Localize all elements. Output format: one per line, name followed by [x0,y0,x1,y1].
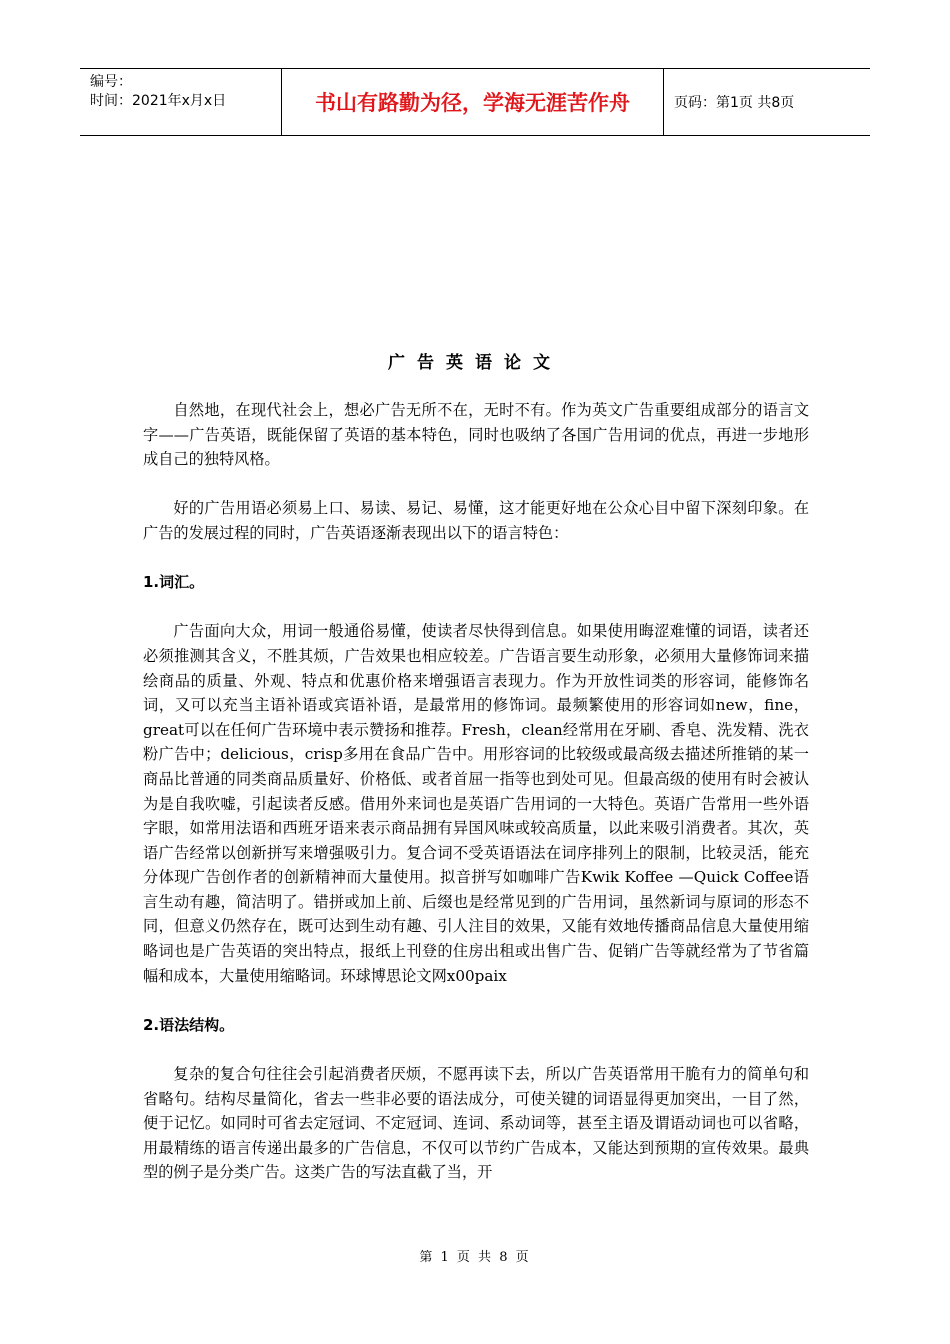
document-time: 时间：2021年x月x日 [90,93,227,109]
paragraph-intro: 自然地，在现代社会上，想必广告无所不在，无时不有。作为英文广告重要组成部分的语言文字——广告英语，既能保留了英语的基本特色，同时也吸纳了各国广告用词的优点，再进一步地形成自己的独特风格。 [143,401,809,469]
header-page-cell [664,69,870,135]
motto: 书山有路勤为径，学海无涯苦作舟 [315,91,630,115]
document-body [143,398,809,1185]
section-heading-grammar: 2.语法结构。 [143,1015,235,1034]
header-table [80,68,870,136]
section-heading-vocabulary: 1.词汇。 [143,573,205,592]
paragraph-features: 好的广告用语必须易上口、易读、易记、易懂，这才能更好地在公众心目中留下深刻印象。在广告的发展过程的同时，广告英语逐渐表现出以下的语言特色： [143,499,809,542]
page-indicator: 页码：第1页 共8页 [674,95,795,111]
page-footer: 第 1 页 共 8 页 [419,1250,531,1265]
header-meta-cell [80,69,282,135]
header-motto-cell [282,69,664,135]
paragraph-grammar: 复杂的复合句往往会引起消费者厌烦，不愿再读下去，所以广告英语常用干脆有力的简单句和省略句。结构尽量简化，省去一些非必要的语法成分，可使关键的词语显得更加突出，一目了然，便于记忆。如同时可省去定冠词、不定冠词、连词、系动词等，甚至主语及谓语动词也可以省略，用最精练的语言传递出最多的广告信息，不仅可以节约广告成本，又能达到预期的宣传效果。最典型的例子是分类广告。这类广告的写法直截了当，开 [143,1065,809,1182]
document-number: 编号： [90,74,132,90]
paragraph-vocabulary: 广告面向大众，用词一般通俗易懂，使读者尽快得到信息。如果使用晦涩难懂的词语，读者还必须推测其含义，不胜其烦，广告效果也相应较差。广告语言要生动形象，必须用大量修饰词来描绘商品的质量、外观、特点和优惠价格来增强语言表现力。作为开放性词类的形容词，能修饰名词，又可以充当主语补语或宾语补语，是最常用的修饰词。最频繁使用的形容词如new，fine，great可以在任何广告环境中表示赞扬和推荐。Fresh，clean经常用在牙刷、香皂、洗发精、洗衣粉广告中；delicious，crisp多用在食品广告中。用形容词的比较级或最高级去描述所推销的某一商品比普通的同类商品质量好、价格低、或者首屈一指等也到处可见。但最高级的使用有时会被认为是自我吹嘘，引起读者反感。借用外来词也是英语广告用词的一大特色。英语广告常用一些外语字眼，如常用法语和西班牙语来表示商品拥有异国风味或较高质量，以此来吸引消费者。其次，英语广告经常以创新拼写来增强吸引力。复合词不受英语语法在词序排列上的限制，比较灵活，能充分体现广告创作者的创新精神而大量使用。拟音拼写如咖啡广告Kwik Koffee —Quick Coffee语言生动有趣，简洁明了。错拼或加上前、后缀也是经常见到的广告用词，虽然新词与原词的形态不同，但意义仍然存在，既可达到生动有趣、引人注目的效果，又能有效地传播商品信息大量使用缩略词也是广告英语的突出特点，报纸上刊登的住房出租或出售广告、促销广告等就经常为了节省篇幅和成本，大量使用缩略词。环球博思论文网x00paix [143,622,809,985]
document-title: 广告英语论文 [388,353,562,373]
